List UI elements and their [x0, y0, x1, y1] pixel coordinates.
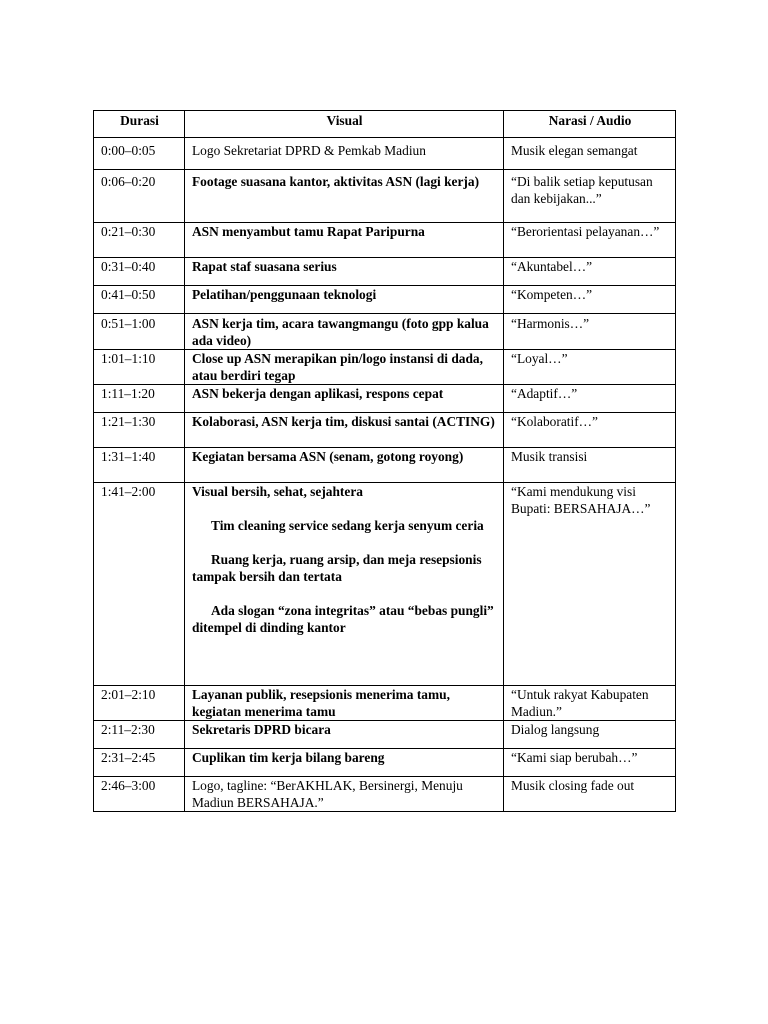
cell-durasi: 0:00–0:05	[94, 138, 185, 170]
cell-durasi: 0:41–0:50	[94, 286, 185, 314]
cell-durasi: 1:01–1:10	[94, 350, 185, 385]
table-header-row	[94, 111, 676, 138]
cell-narasi: “Kolaboratif…”	[504, 413, 676, 448]
cell-durasi: 1:41–2:00	[94, 483, 185, 686]
cell-visual: Kegiatan bersama ASN (senam, gotong royong)	[185, 448, 504, 483]
header-durasi: Durasi	[94, 111, 185, 138]
cell-visual: Logo, tagline: “BerAKHLAK, Bersinergi, Menuju Madiun BERSAHAJA.”	[185, 777, 504, 812]
table-row	[94, 138, 676, 170]
cell-narasi: Musik transisi	[504, 448, 676, 483]
table-row	[94, 721, 676, 749]
header-visual: Visual	[185, 111, 504, 138]
table-row	[94, 350, 676, 385]
cell-narasi: “Untuk rakyat Kabupaten Madiun.”	[504, 686, 676, 721]
table-row	[94, 314, 676, 350]
cell-visual: Layanan publik, resepsionis menerima tamu, kegiatan menerima tamu	[185, 686, 504, 721]
cell-narasi: Musik elegan semangat	[504, 138, 676, 170]
cell-visual: Logo Sekretariat DPRD & Pemkab Madiun	[185, 138, 504, 170]
visual-point: Ruang kerja, ruang arsip, dan meja resepsionis tampak bersih dan tertata	[192, 552, 482, 584]
cell-narasi: “Kami siap berubah…”	[504, 749, 676, 777]
cell-visual: Rapat staf suasana serius	[185, 258, 504, 286]
cell-durasi: 2:46–3:00	[94, 777, 185, 812]
cell-narasi: “Akuntabel…”	[504, 258, 676, 286]
table-row	[94, 448, 676, 483]
visual-point: Ada slogan “zona integritas” atau “bebas pungli” ditempel di dinding kantor	[192, 603, 494, 635]
cell-durasi: 0:06–0:20	[94, 170, 185, 223]
cell-visual: Close up ASN merapikan pin/logo instansi di dada, atau berdiri tegap	[185, 350, 504, 385]
cell-durasi: 1:31–1:40	[94, 448, 185, 483]
cell-durasi: 2:11–2:30	[94, 721, 185, 749]
cell-visual: Kolaborasi, ASN kerja tim, diskusi santai (ACTING)	[185, 413, 504, 448]
cell-durasi: 1:21–1:30	[94, 413, 185, 448]
cell-narasi: “Loyal…”	[504, 350, 676, 385]
cell-durasi: 2:01–2:10	[94, 686, 185, 721]
cell-durasi: 0:51–1:00	[94, 314, 185, 350]
cell-narasi: “Berorientasi pelayanan…”	[504, 223, 676, 258]
table-row	[94, 686, 676, 721]
table-row	[94, 749, 676, 777]
cell-durasi: 0:31–0:40	[94, 258, 185, 286]
table-row	[94, 385, 676, 413]
table-row	[94, 286, 676, 314]
cell-visual: ASN kerja tim, acara tawangmangu (foto gpp kalua ada video)	[185, 314, 504, 350]
storyboard-table	[93, 110, 676, 812]
cell-durasi: 1:11–1:20	[94, 385, 185, 413]
table-row	[94, 258, 676, 286]
visual-heading: Visual bersih, sehat, sejahtera	[192, 484, 363, 499]
table-row	[94, 170, 676, 223]
header-narasi-audio: Narasi / Audio	[504, 111, 676, 138]
cell-visual: ASN bekerja dengan aplikasi, respons cepat	[185, 385, 504, 413]
cell-visual: ASN menyambut tamu Rapat Paripurna	[185, 223, 504, 258]
cell-narasi: “Adaptif…”	[504, 385, 676, 413]
table-row	[94, 483, 676, 686]
cell-visual: Footage suasana kantor, aktivitas ASN (lagi kerja)	[185, 170, 504, 223]
cell-visual: Pelatihan/penggunaan teknologi	[185, 286, 504, 314]
cell-narasi: “Harmonis…”	[504, 314, 676, 350]
table-row	[94, 223, 676, 258]
table-row	[94, 413, 676, 448]
cell-narasi: Musik closing fade out	[504, 777, 676, 812]
cell-visual: Sekretaris DPRD bicara	[185, 721, 504, 749]
cell-visual	[185, 483, 504, 686]
cell-durasi: 0:21–0:30	[94, 223, 185, 258]
cell-visual: Cuplikan tim kerja bilang bareng	[185, 749, 504, 777]
cell-narasi: Dialog langsung	[504, 721, 676, 749]
cell-durasi: 2:31–2:45	[94, 749, 185, 777]
table-row	[94, 777, 676, 812]
visual-point: Tim cleaning service sedang kerja senyum ceria	[211, 518, 484, 533]
cell-narasi: “Kami mendukung visi Bupati: BERSAHAJA…”	[504, 483, 676, 686]
cell-narasi: “Kompeten…”	[504, 286, 676, 314]
cell-narasi: “Di balik setiap keputusan dan kebijakan...”	[504, 170, 676, 223]
